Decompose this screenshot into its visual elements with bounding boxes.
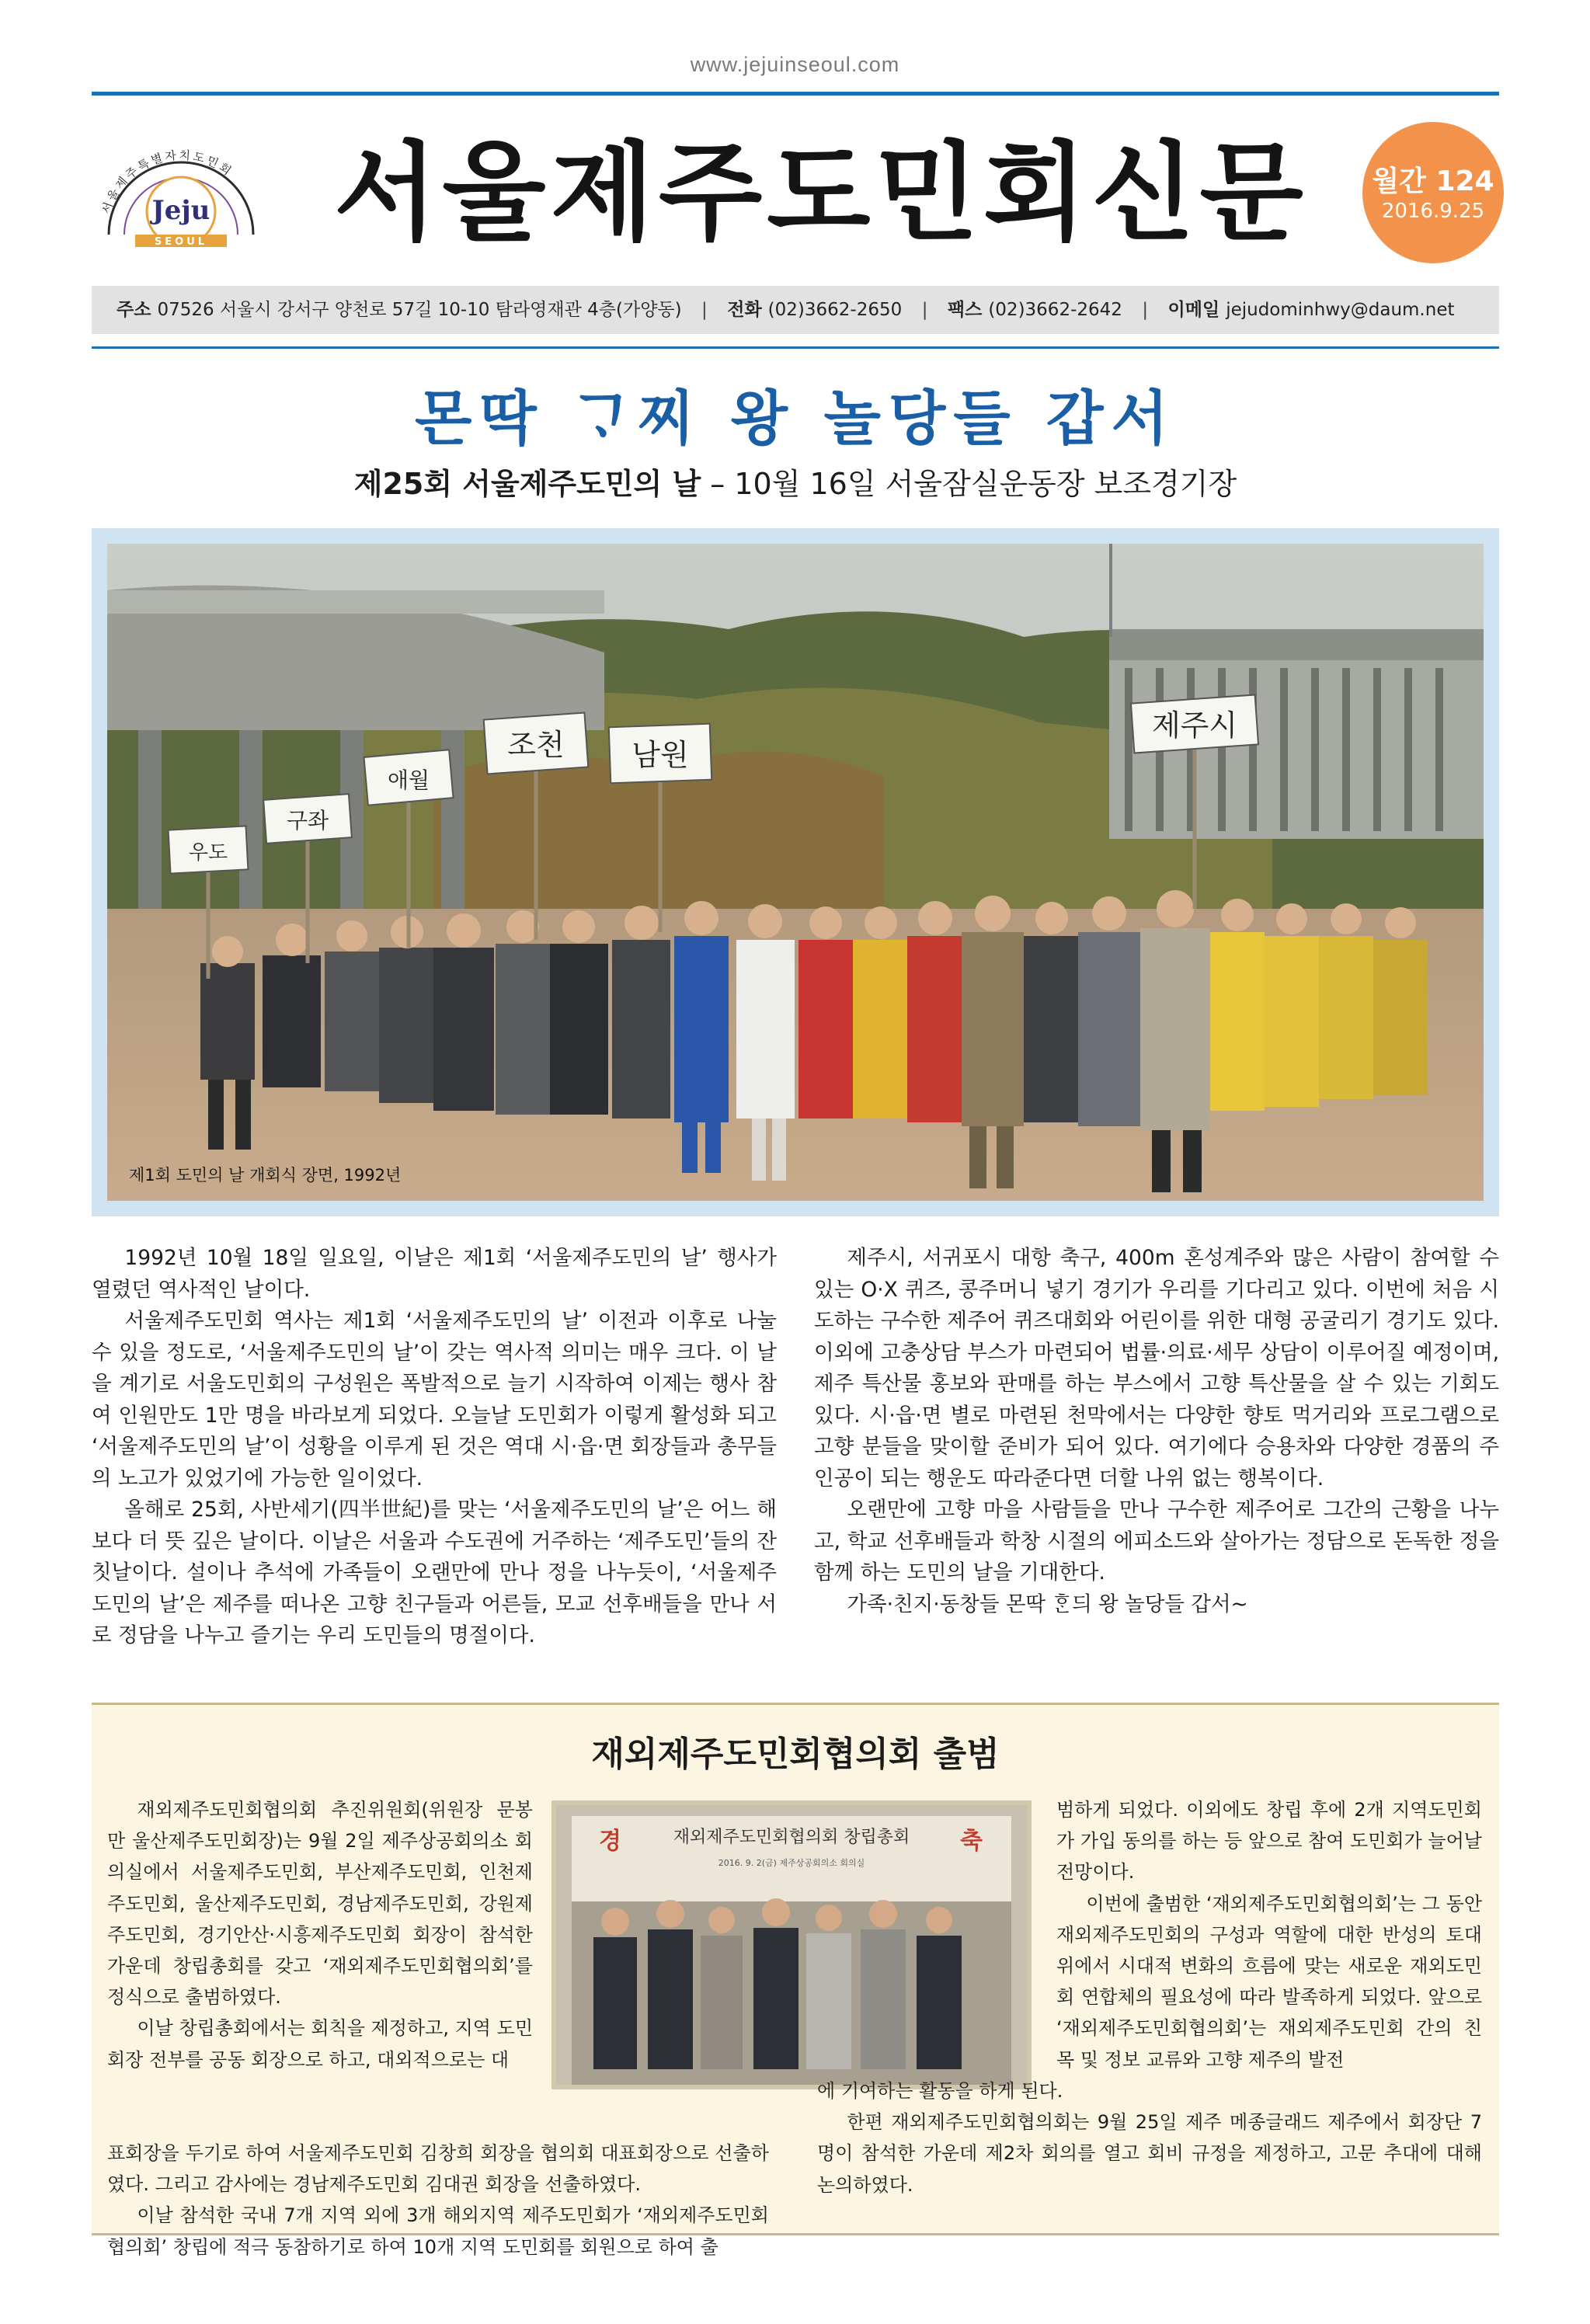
box-paragraph: 범하게 되었다. 이외에도 창립 후에 2개 지역도민회가 가입 동의를 하는 등 앞으로 참여 도민회가 늘어날 전망이다. (1056, 1799, 1482, 1884)
banner-left-char: 경 (599, 1828, 621, 1855)
banner-sub: 2016. 9. 2(금) 제주상공회의소 회의실 (718, 1858, 865, 1868)
sign-udo: 우도 (188, 841, 228, 865)
box-left-bottom-text (107, 2138, 769, 2263)
article-left-column (92, 1243, 777, 1652)
article-paragraph: 제주시, 서귀포시 대항 축구, 400m 혼성계주와 많은 사람이 참여할 수 있는 O·X 퀴즈, 콩주머니 넣기 경기가 우리를 기다리고 있다. 이번에 처음 시도하는 구수한 제주어 퀴즈대회와 어린이를 위한 대형 공굴리기 경기도 있다. 이외에 고충상담 부스가 마련되어 법률·의료·세무 상담이 이루어질 예정이며, 제주 특산물 홍보와 판매를 하는 부스에서 고향 특산물을 살 수 있는 기회도 있다. 시·읍·면 별로 마련된 천막에서는 다양한 향토 먹거리와 프로그램으로 고향 분들을 맞이할 준비가 되어 있다. 여기에다 승용차와 다양한 경품의 주인공이 되는 행운도 따라준다면 더할 나위 없는 행복이다. (814, 1246, 1499, 1491)
article-paragraph: 가족·친지·동창들 몬딱 ᄒᆞᆫ듸 왕 놀당들 갑서~ (847, 1592, 1248, 1616)
box-photo (556, 1805, 1027, 2085)
sign-gujwa: 구좌 (286, 808, 329, 833)
box-left-top-text (107, 1794, 533, 2075)
box-paragraph: 재외제주도민회협의회 추진위원회(위원장 문봉만 울산제주도민회장)는 9월 2일 제주상공회의소 회의실에서 서울제주도민회, 부산제주도민회, 인천제주도민회, 울산제주도민회, 경남제주도민회, 강원제주도민회, 경기안산·시흥제주도민회 회장이 참석한 가운데 창립총회를 갖고 ‘재외제주도민회협의회’를 정식으로 출범하였다. (107, 1799, 533, 2009)
address: 주소 07526 서울시 강서구 양천로 57길 10-10 탐라영재관 4층(가양동) (117, 300, 682, 320)
article-paragraph: 올해로 25회, 사반세기(四半世紀)를 맞는 ‘서울제주도민의 날’은 어느 해보다 더 뜻 깊은 날이다. 이날은 서울과 수도권에 거주하는 ‘제주도민’들의 잔칫날이다. 설이나 추석에 가족들이 오랜만에 만나 정을 나누듯이, ‘서울제주도민의 날’은 제주를 떠나온 고향 친구들과 어른들, 모교 선후배들을 만나 서로 정담을 나누고 즐기는 우리 도민들의 명절이다. (92, 1498, 777, 1647)
photo-caption: 제1회 도민의 날 개회식 장면, 1992년 (129, 1166, 402, 1185)
subhead-detail: – 10월 16일 서울잠실운동장 보조경기장 (701, 467, 1237, 501)
subhead (92, 460, 1499, 503)
box-paragraph: 에 기여하는 활동을 하게 된다. (817, 2080, 1063, 2102)
fax: 팩스 (02)3662-2642 (947, 300, 1122, 320)
sign-jocheon: 조천 (507, 728, 565, 762)
article-paragraph: 오랜만에 고향 마을 사람들을 만나 구수한 제주어로 그간의 근황을 나누고, 학교 선후배들과 학창 시절의 에피소드와 살아가는 정담으로 돈독한 정을 함께 하는 도민의 날을 기대한다. (814, 1498, 1499, 1585)
box-paragraph: 이날 창립총회에서는 회칙을 제정하고, 지역 도민회장 전부를 공동 회장으로 하고, 대외적으로는 대 (107, 2017, 533, 2071)
box-paragraph: 이날 참석한 국내 7개 지역 외에 3개 해외지역 제주도민회가 ‘재외제주도민회협의회’ 창립에 적극 동참하기로 하여 10개 지역 도민회를 회원으로 하여 출 (107, 2204, 769, 2258)
issue-badge (1362, 122, 1504, 263)
sign-aewol: 애월 (387, 767, 430, 793)
masthead-title: 서울제주도민회신문 (334, 129, 1308, 256)
box-title: 재외제주도민회협의회 출범 (591, 1734, 1000, 1774)
email[interactable]: 이메일 jejudominhwy@daum.net (1167, 300, 1455, 320)
box-right-bottom-text (817, 2075, 1482, 2200)
svg-text:서울제주특별자치도민회: 서울제주특별자치도민회 (99, 148, 236, 216)
issue-date: 2016.9.25 (1381, 200, 1485, 223)
sign-jejusi: 제주시 (1151, 708, 1238, 743)
top-rule (92, 92, 1499, 96)
info-rule (92, 346, 1499, 349)
article-right-column (814, 1243, 1499, 1620)
separator: | (921, 300, 928, 320)
box-paragraph: 한편 재외제주도민회협의회는 9월 25일 제주 메종글래드 제주에서 회장단 7명이 참석한 가운데 제2차 회의를 열고 회비 규정을 제정하고, 고문 추대에 대해 논의하였다. (817, 2111, 1482, 2196)
site-url[interactable]: www.jejuinseoul.com (690, 53, 900, 76)
jeju-seoul-logo (92, 148, 270, 249)
box-paragraph: 이번에 출범한 ‘재외제주도민회협의회’는 그 동안 재외제주도민회의 구성과 역할에 대한 반성의 토대위에서 시대적 변화의 흐름에 맞는 새로운 재외도민회 연합체의 필요성에 따라 발족하게 되었다. 앞으로 ‘재외제주도민회협의회’는 재외제주도민회 간의 친목 및 정보 교류와 고향 제주의 발전 (1056, 1892, 1482, 2071)
svg-text:SEOUL: SEOUL (154, 236, 208, 248)
banner-right-char: 축 (960, 1828, 983, 1855)
contact-info-bar (92, 286, 1499, 334)
issue-number: 월간 124 (1372, 165, 1494, 197)
headline: 몬딱 ᄀᆞ찌 왕 놀당들 갑서 (415, 384, 1176, 453)
main-photo (107, 544, 1484, 1201)
separator: | (701, 300, 708, 320)
box-paragraph: 표회장을 두기로 하여 서울제주도민회 김창희 회장을 협의회 대표회장으로 선출하였다. 그리고 감사에는 경남제주도민회 김대권 회장을 선출하였다. (107, 2142, 769, 2196)
banner-title: 재외제주도민회협의회 창립총회 (673, 1828, 910, 1847)
article-paragraph: 1992년 10월 18일 일요일, 이날은 제1회 ‘서울제주도민의 날’ 행사가 열렸던 역사적인 날이다. (92, 1246, 777, 1302)
article-paragraph: 서울제주도민회 역사는 제1회 ‘서울제주도민의 날’ 이전과 이후로 나눌 수 있을 정도로, ‘서울제주도민의 날’이 갖는 역사적 의미는 매우 크다. 이 날을 계기로 서울도민회의 구성원은 폭발적으로 늘기 시작하여 이제는 행사 참여 인원만도 1만 명을 바라보게 되었다. 오늘날 도민회가 이렇게 활성화 되고 ‘서울제주도민의 날’이 성황을 이루게 된 것은 역대 시·읍·면 회장들과 총무들의 노고가 있었기에 가능한 일이었다. (92, 1309, 777, 1491)
sign-namwon: 남원 (631, 738, 689, 772)
separator: | (1142, 300, 1149, 320)
phone: 전화 (02)3662-2650 (727, 300, 903, 320)
svg-text:Jeju: Jeju (151, 195, 210, 226)
box-right-top-text (1056, 1794, 1482, 2075)
subhead-event: 제25회 서울제주도민의 날 (353, 467, 701, 501)
